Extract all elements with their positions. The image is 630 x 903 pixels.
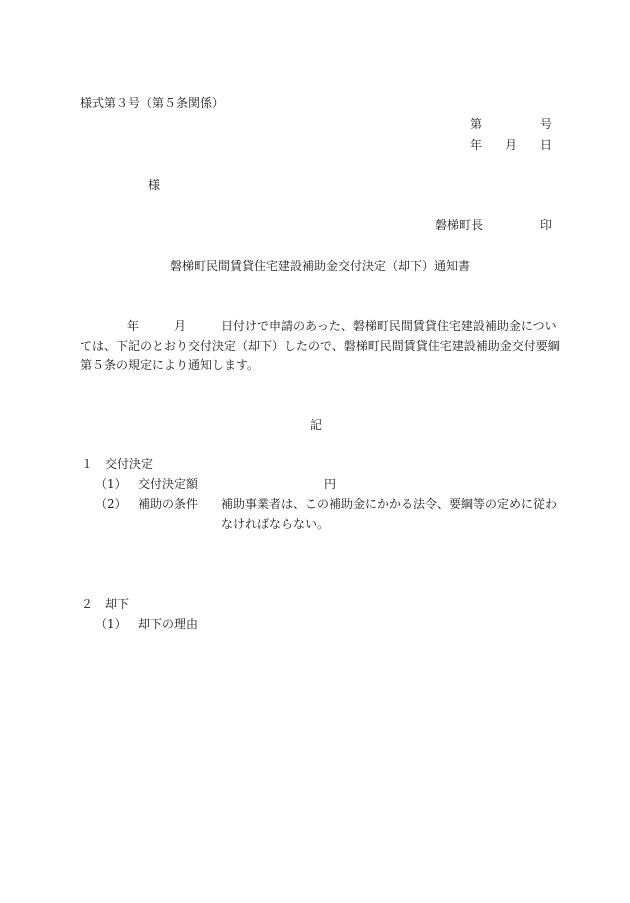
addressee-honorific: 様: [148, 178, 161, 192]
issuer-seal: 印: [540, 218, 553, 232]
document-title: 磐梯町民間賃貸住宅建設補助金交付決定（却下）通知書: [170, 259, 471, 273]
section1-item1-number: （1）: [95, 477, 127, 491]
section2-heading: 却下: [105, 597, 130, 611]
form-number: 様式第３号（第５条関係）: [80, 96, 225, 110]
date-day: 日: [540, 138, 553, 152]
section1-item2-text-line1: 補助事業者は、この補助金にかかる法令、要綱等の定めに従わ: [221, 497, 558, 511]
body-line2: ては、下記のとおり交付決定（却下）したので、磐梯町民間賃貸住宅建設補助金交付要綱: [80, 339, 560, 353]
section1-number: １: [81, 457, 94, 471]
body-line3: 第５条の規定により通知します。: [80, 358, 260, 372]
section1-item2-text-line2: なければならない。: [221, 517, 330, 531]
section1-item1-label: 交付決定額: [138, 477, 199, 491]
body-month: 月: [174, 319, 187, 333]
section2-item1-label: 却下の理由: [138, 617, 199, 631]
section1-item2-number: （2）: [95, 497, 127, 511]
date-year: 年: [470, 138, 483, 152]
body-year: 年: [127, 319, 140, 333]
section2-number: ２: [81, 597, 94, 611]
section1-item2-label: 補助の条件: [138, 497, 199, 511]
section2-item1-number: （1）: [95, 617, 127, 631]
doc-number-suffix: 号: [540, 117, 553, 131]
date-month: 月: [505, 138, 518, 152]
issuer-title: 磐梯町長: [435, 218, 484, 232]
ki-label: 記: [310, 418, 323, 432]
body-line1: 日付けで申請のあった、磐梯町民間賃貸住宅建設補助金につい: [221, 319, 557, 333]
section1-item1-unit: 円: [324, 477, 337, 491]
section1-heading: 交付決定: [105, 457, 154, 471]
doc-number-prefix: 第: [470, 117, 483, 131]
